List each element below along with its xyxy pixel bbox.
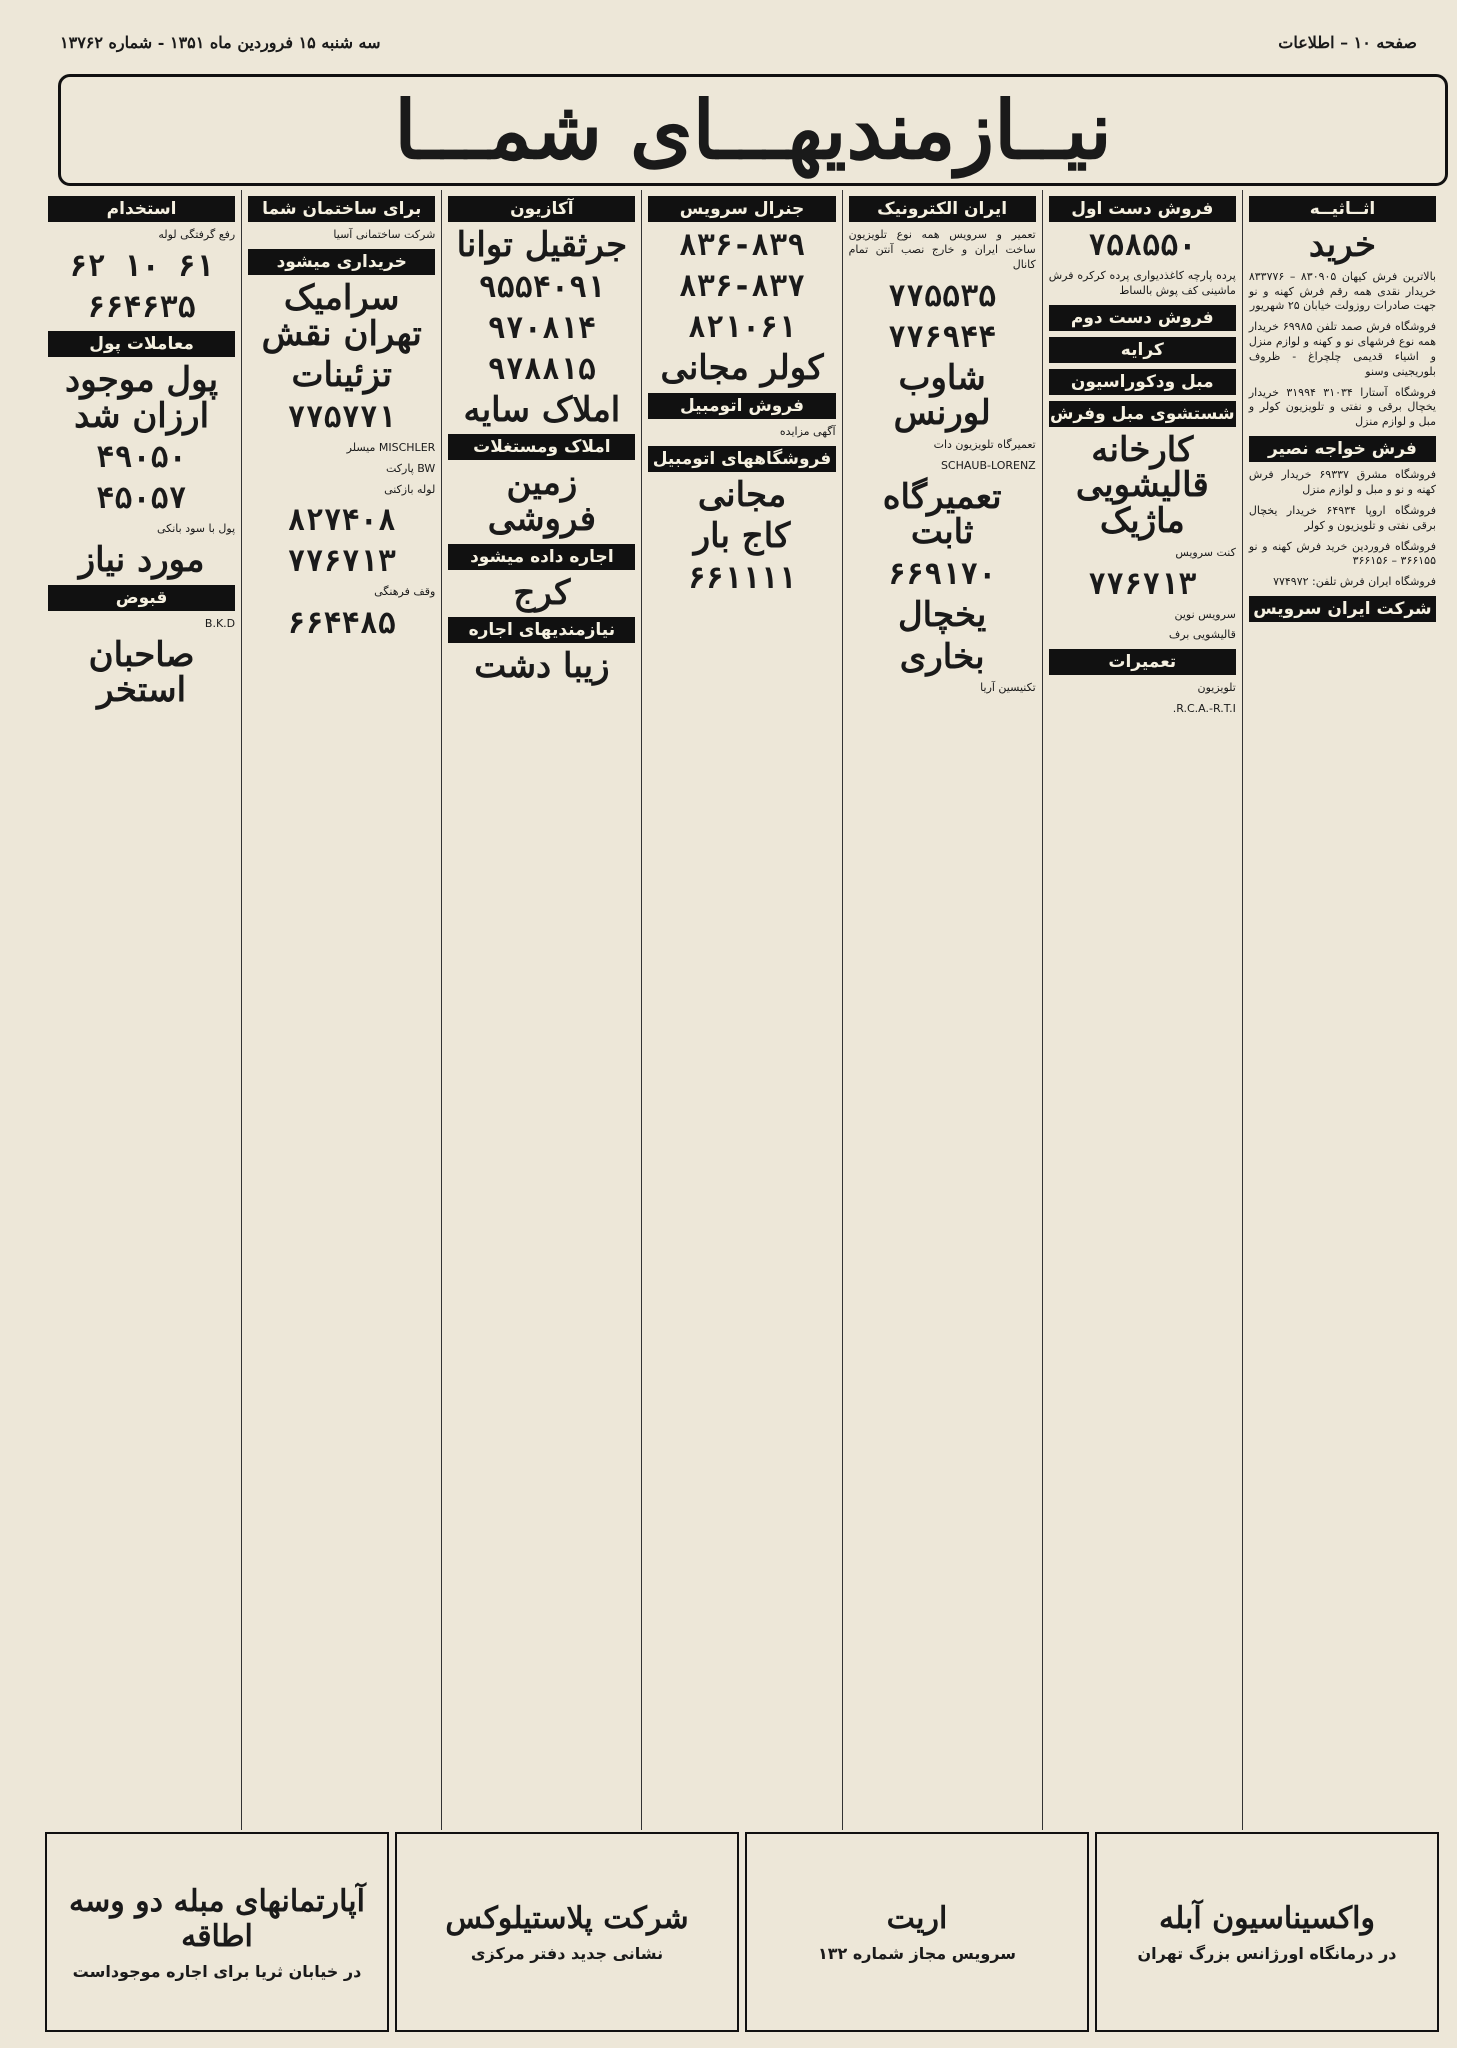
ad-title: شاوب لورنس (893, 357, 991, 434)
phone-number: ۶۶۹۱۷۰ (887, 556, 997, 592)
bottom-ad-title: اریت (886, 1901, 948, 1936)
ad-title: کارخانه قالیشویی ماژیک (1075, 429, 1209, 542)
ad-column (842, 190, 1042, 1830)
ad-title: پول موجود ارزان شد (65, 359, 219, 436)
ad-title: تزئینات (291, 355, 393, 396)
ad-text: وقف فرهنگی (374, 585, 436, 599)
ad-text: آگهی مزایده (779, 424, 836, 438)
category-heading: اجاره داده میشود (448, 544, 635, 570)
ad-text: فروشگاه فرش صمد تلفن ۶۹۹۸۵ خریدار همه نوع فرشهای نو و کهنه و لوازم منزل و اشیاء قدیمی چلچراغ - ظروف بلوریجینی وسنو (1248, 320, 1436, 378)
category-heading: خریداری میشود (248, 249, 435, 275)
column-heading: آکازیون (448, 196, 635, 222)
category-heading: فروشگاههای اتومبیل (648, 446, 835, 472)
phone-number: ۷۷۶۹۴۴ (887, 319, 997, 355)
section-banner (58, 74, 1448, 186)
bottom-ad (745, 1832, 1089, 2032)
ad-text: پرده پارچه کاغذدیواری پرده کرکره فرش ماشینی کف پوش بالساط (1048, 269, 1236, 297)
ad-text: پول با سود بانکی (157, 522, 236, 536)
ad-column (241, 190, 441, 1830)
ad-column (1042, 190, 1242, 1830)
bottom-ad-title: شرکت پلاستیلوکس (445, 1901, 689, 1936)
bottom-ad-subtitle: سرویس مجاز شماره ۱۳۲ (817, 1944, 1017, 1963)
ad-title: بخاری (899, 636, 985, 677)
ad-column (1242, 190, 1442, 1830)
ad-title: تعمیرگاه ثابت (882, 476, 1002, 553)
phone-number: ۶۶۴۴۸۵ (287, 606, 396, 642)
ad-title: کاج بار (693, 516, 791, 557)
column-heading: استخدام (48, 196, 235, 222)
bottom-ad (1095, 1832, 1439, 2032)
ad-text: تلویزیون (1197, 681, 1236, 695)
ad-title: زمین فروشی (487, 463, 596, 540)
category-heading: فروش دست دوم (1049, 305, 1236, 331)
ad-text: B.K.D (204, 616, 236, 630)
phone-number: ۹۵۵۴۰۹۱ (478, 269, 606, 305)
bottom-ad-title: واکسیناسیون آبله (1159, 1901, 1375, 1936)
ad-text: تکنیسین آریا (980, 681, 1036, 695)
ad-text: فروشگاه اروپا ۶۴۹۳۴ خریدار یخچال برقی نفتی و تلویزیون و کولر (1248, 503, 1436, 532)
column-heading: جنرال سرویس (648, 196, 835, 222)
phone-number: ۶۶۴۶۳۵ (87, 289, 196, 325)
category-heading: نیازمندیهای اجاره (448, 617, 635, 643)
bottom-ads (42, 1832, 1442, 2032)
ad-text: MISCHLER میسلر (346, 440, 436, 454)
category-heading: مبل ودکوراسیون (1049, 369, 1236, 395)
page-label: صفحه ۱۰ – اطلاعات (1278, 32, 1417, 52)
category-heading: کرایه (1049, 337, 1236, 363)
ad-text: BW پارکت (386, 461, 436, 475)
category-heading: تعمیرات (1049, 649, 1236, 675)
ad-text: کنت سرویس (1175, 545, 1236, 559)
ad-columns (42, 190, 1442, 1830)
phone-number: ۷۷۶۷۱۳ (287, 544, 396, 580)
ad-title: جرثقیل توانا (456, 225, 628, 265)
ad-text: سرویس نوین (1174, 607, 1236, 621)
ad-text: شرکت ساختمانی آسیا (333, 228, 436, 241)
page-header-line (60, 22, 1417, 62)
ad-column (641, 190, 841, 1830)
category-heading: فروش اتومبیل (648, 393, 835, 419)
ad-text: فروشگاه مشرق ۶۹۳۳۷ خریدار فرش کهنه و نو و مبل و لوازم منزل (1248, 468, 1436, 496)
issue-date: سه شنبه ۱۵ فروردین ماه ۱۳۵۱ - شماره ۱۳۷۶۲ (60, 32, 381, 52)
ad-text: رفع گرفتگی لوله (158, 228, 236, 241)
bottom-ad-subtitle: نشانی جدید دفتر مرکزی (470, 1944, 664, 1963)
ad-text: لوله بازکنی (384, 482, 436, 496)
phone-number: ۴۵۰۵۷ (96, 481, 187, 517)
column-heading: ایران الکترونیک (849, 196, 1036, 222)
ad-text: تعمیرگاه تلویزیون دات (933, 437, 1036, 451)
column-heading: برای ساختمان شما (248, 196, 435, 222)
ad-text: فروشگاه ایران فرش تلفن: ۷۷۴۹۷۲ (1273, 575, 1436, 589)
phone-number: ۹۷۸۸۱۵ (487, 351, 597, 387)
category-heading: شستشوی مبل وفرش (1049, 401, 1236, 427)
ad-text: بالاترین فرش کیهان ۸۳۰۹۰۵ – ۸۳۳۷۷۶ خریدار نقدی همه رقم فرش کهنه و نو جهت صادرات روزولت خیابان ۲۵ شهریور (1248, 269, 1436, 313)
category-heading: املاک ومستغلات (448, 434, 635, 460)
ad-text: SCHAUB-LORENZ (940, 458, 1036, 472)
category-heading: معاملات پول (48, 331, 235, 357)
ad-title: زیبا دشت (474, 646, 610, 687)
phone-number: ۸۲۱۰۶۱ (687, 310, 797, 345)
ad-title: یخچال (897, 594, 987, 635)
phone-number: ۷۷۶۷۱۳ (1088, 566, 1197, 602)
bottom-ad-subtitle: در درمانگاه اورژانس بزرگ تهران (1137, 1944, 1397, 1963)
ad-text: قالیشویی برف (1168, 628, 1236, 642)
phone-number: ۸۳۶-۸۳۷ (678, 269, 806, 304)
bottom-ad-subtitle: در خیابان ثریا برای اجاره موجوداست (72, 1961, 362, 1981)
ad-text: فروشگاه فروردین خرید فرش کهنه و نو ۳۶۶۱۵۵ – ۳۶۶۱۵۶ (1248, 539, 1436, 568)
ad-title: املاک سایه (463, 389, 621, 430)
banner-title: نیــازمندیهـــای شمـــا (394, 83, 1112, 177)
ad-column (441, 190, 641, 1830)
ad-title: مجانی (697, 474, 787, 515)
phone-number: ۸۲۷۴۰۸ (287, 503, 396, 539)
phone-number: ۶۶۱۱۱۱ (687, 560, 797, 596)
phone-number: ۷۵۸۵۵۰ (1088, 228, 1197, 263)
bottom-ad (45, 1832, 389, 2032)
ad-title: کولر مجانی (660, 348, 824, 388)
ad-title: خرید (1308, 225, 1376, 265)
bottom-ad-title: آپارتمانهای مبله دو وسه اطاقه (69, 1883, 365, 1954)
phone-number: ۷۷۵۵۳۵ (887, 278, 997, 314)
ad-text: فروشگاه آستارا ۳۱۰۳۴ ۳۱۹۹۴ خریدار یخچال برقی و نفتی و تلویزیون کولر و مبل و لوازم منزل (1248, 385, 1436, 429)
phone-number: ۸۳۶-۸۳۹ (678, 228, 806, 263)
ad-text: تعمیر و سرویس همه نوع تلویزیون ساخت ایران و خارج نصب آنتن تمام کانال (848, 228, 1036, 271)
phone-number: ۶۱ ۱۰ ۶۲ (69, 248, 214, 284)
ad-title: مورد نیاز (78, 540, 205, 581)
column-heading: اثــاثیــه (1249, 196, 1436, 222)
bottom-ad (395, 1832, 739, 2032)
phone-number: ۴۹۰۵۰ (96, 440, 187, 476)
ad-title: صاحبان استخر (88, 634, 195, 711)
column-heading: فروش دست اول (1049, 196, 1236, 222)
category-heading: فرش خواجه نصیر (1249, 436, 1436, 462)
ad-title: سرامیک تهران نقش (261, 277, 422, 354)
ad-column (42, 190, 241, 1830)
phone-number: ۹۷۰۸۱۴ (487, 310, 597, 346)
category-heading: شرکت ایران سرویس (1249, 596, 1436, 622)
category-heading: قبوض (48, 585, 235, 611)
ad-text: R.C.A.-R.T.I. (1172, 702, 1236, 716)
phone-number: ۷۷۵۷۷۱ (287, 399, 396, 435)
ad-title: کرج (513, 572, 571, 613)
